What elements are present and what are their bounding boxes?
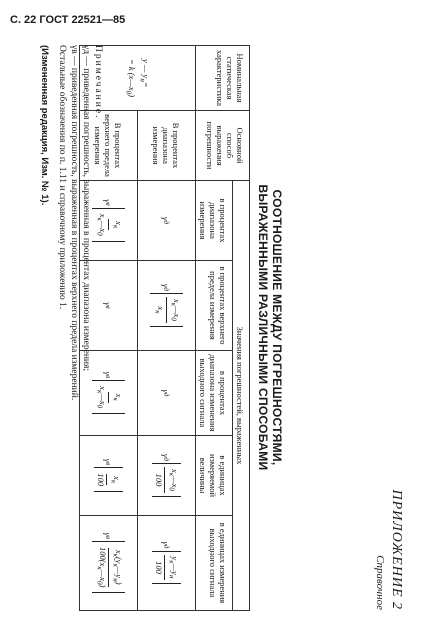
appendix-type: Справочное bbox=[374, 555, 386, 610]
value-cell: γ в $x_к$ 100 bbox=[80, 436, 138, 516]
notes-title: Примечание. bbox=[93, 45, 103, 120]
value-cell: γ в $x_к(y_к—y_н)$ $100(x_к—x_0)$ bbox=[80, 516, 138, 611]
title-line-1: СООТНОШЕНИЕ МЕЖДУ ПОГРЕШНОСТЯМИ, bbox=[270, 189, 284, 466]
title-line-2: ВЫРАЖЕННЫМИ РАЗЛИЧНЫМИ СПОСОБАМИ bbox=[256, 184, 270, 471]
value-cell: γ д $x_к—x_0$ 100 bbox=[138, 436, 196, 516]
page-header: С. 22 ГОСТ 22521—85 bbox=[10, 14, 126, 26]
rotated-sheet bbox=[10, 45, 410, 610]
value-cell: γ д $y_к—y_н$ 100 bbox=[138, 516, 196, 611]
value-cell: γ в $x_к$ $x_к—x_0$ bbox=[80, 181, 138, 261]
appendix-label bbox=[372, 490, 404, 610]
appendix-title: ПРИЛОЖЕНИЕ 2 bbox=[389, 489, 404, 610]
value-cell: γ д bbox=[138, 351, 196, 436]
note-line: γв — приведенная погрешность, выраженная в процентах верхнего предела измерений. bbox=[69, 45, 79, 401]
edition-note: (Измененная редакция, Изм. № 1). bbox=[39, 45, 50, 206]
notes-section bbox=[38, 45, 104, 610]
subheader-measured-units: в единицах измеряемой величины bbox=[196, 436, 233, 516]
value-cell: γ д $x_к—x_0$ $x_к$ bbox=[138, 261, 196, 351]
value-cell: γ в $x_к$ $x_к—x_0$ bbox=[80, 351, 138, 436]
error-relations-table bbox=[79, 45, 250, 611]
subheader-upper-limit: в процентах верхнего предела измерения bbox=[196, 261, 233, 351]
table-row bbox=[138, 46, 196, 611]
method-cell-upper-limit: В процентах верхнего предела измерения bbox=[80, 111, 138, 181]
subheader-output-range: в процентах диапазона изменения выходного сигнала bbox=[196, 351, 233, 436]
header-nominal: Номинальная статическая характеристика bbox=[196, 46, 250, 111]
value-cell: γ д bbox=[138, 181, 196, 261]
note-line: Остальные обозначения по п. 1.11 и справочному приложению 1. bbox=[57, 45, 67, 310]
document-title bbox=[256, 45, 284, 610]
header-method: Основной способ выражения погрешности bbox=[196, 111, 250, 181]
method-cell-range: В процентах диапазона измерения bbox=[138, 111, 196, 181]
nominal-characteristic-cell: y — $y_н=$ = k $(x—x_0)$ bbox=[80, 46, 196, 111]
header-values: Значения погрешностей, выраженных bbox=[233, 181, 250, 611]
note-line: γд — приведенная погрешность, выраженная в процентах диапазона измерения; bbox=[81, 45, 91, 371]
subheader-range: в процентах диапазона измерения bbox=[196, 181, 233, 261]
subheader-output-units: в единицах измерения выходного сигнала bbox=[196, 516, 233, 611]
table-header-row bbox=[233, 46, 250, 611]
value-cell: γ в bbox=[80, 261, 138, 351]
